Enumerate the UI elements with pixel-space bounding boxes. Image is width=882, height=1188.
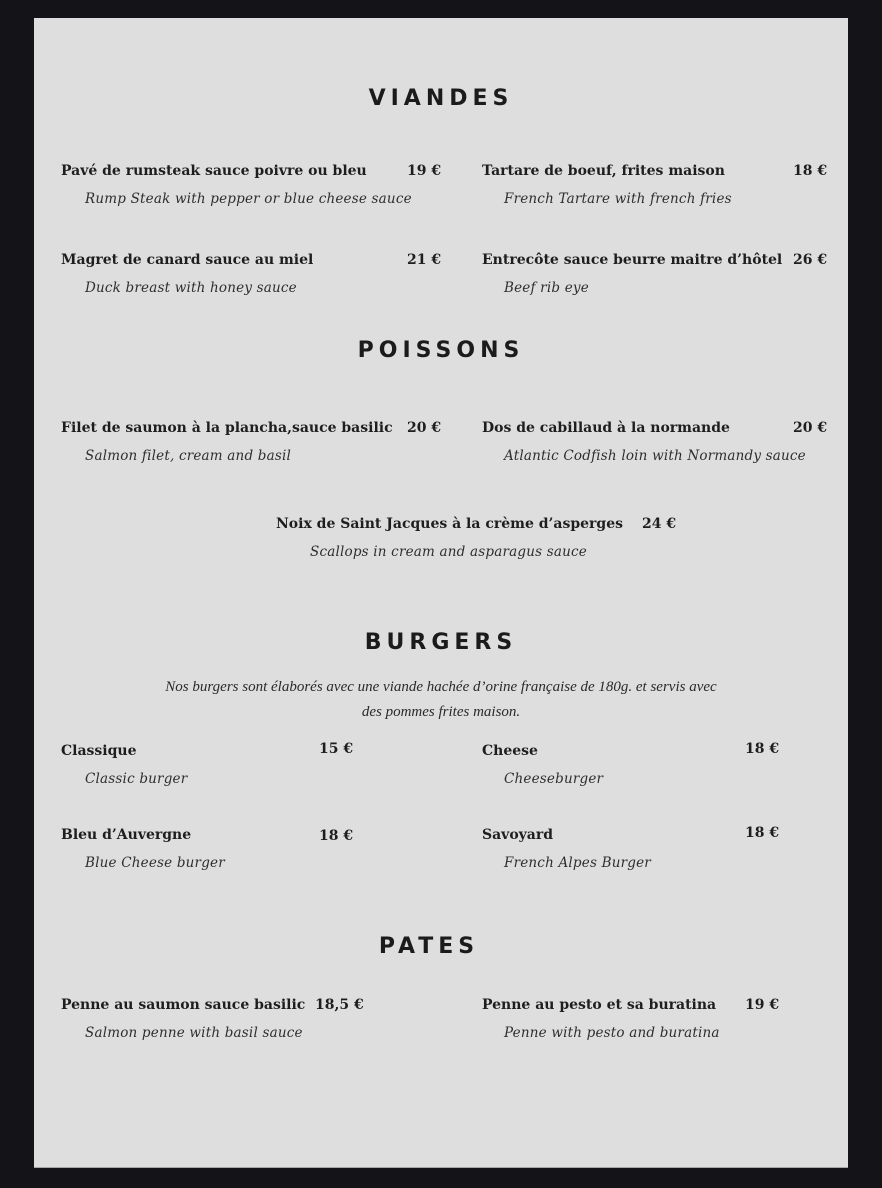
burgers-intro-line-2: des pommes frites maison. xyxy=(361,704,521,720)
dish-description: French Alpes Burger xyxy=(504,855,651,871)
section-title-poissons: POISSONS xyxy=(357,338,525,363)
dish-description: Classic burger xyxy=(85,771,188,787)
dish-price: 15 € xyxy=(319,741,354,757)
dish-price: 18 € xyxy=(745,741,780,757)
dish-price: 19 € xyxy=(745,997,780,1013)
dish-price: 18 € xyxy=(319,828,354,844)
dish-price: 26 € xyxy=(793,252,828,268)
burgers-intro xyxy=(114,675,768,725)
dish-name: Filet de saumon à la plancha,sauce basilic xyxy=(61,420,393,436)
dish-price: 21 € xyxy=(407,252,442,268)
section-title-pates: PATES xyxy=(378,934,480,959)
dish-price: 20 € xyxy=(407,420,442,436)
dish-name: Cheese xyxy=(482,743,538,759)
dish-description: Blue Cheese burger xyxy=(85,855,225,871)
section-title-viandes: VIANDES xyxy=(368,86,514,111)
dish-price: 19 € xyxy=(407,163,442,179)
dish-name: Tartare de boeuf, frites maison xyxy=(482,163,725,179)
dish-price: 20 € xyxy=(793,420,828,436)
dish-name: Classique xyxy=(61,743,137,759)
dish-name: Bleu d’Auvergne xyxy=(61,827,192,843)
dish-description: Rump Steak with pepper or blue cheese sauce xyxy=(85,191,412,207)
dish-description: French Tartare with french fries xyxy=(504,191,732,207)
burgers-intro-line-1: Nos burgers sont élaborés avec une viande hachée d’orine française de 180g. et servis avec xyxy=(165,679,717,695)
dish-description: Penne with pesto and buratina xyxy=(504,1025,720,1041)
dish-name: Penne au saumon sauce basilic xyxy=(61,997,306,1013)
dish-description: Scallops in cream and asparagus sauce xyxy=(310,544,587,560)
dish-name: Penne au pesto et sa buratina xyxy=(482,997,717,1013)
dish-name: Dos de cabillaud à la normande xyxy=(482,420,730,436)
dish-description: Salmon penne with basil sauce xyxy=(85,1025,303,1041)
dish-description: Beef rib eye xyxy=(504,280,589,296)
dish-price: 18 € xyxy=(793,163,828,179)
menu-page xyxy=(34,18,848,1168)
dish-name: Entrecôte sauce beurre maitre d’hôtel xyxy=(482,252,783,268)
dish-description: Duck breast with honey sauce xyxy=(85,280,297,296)
dish-price: 18 € xyxy=(745,825,780,841)
dish-name: Noix de Saint Jacques à la crème d’asperges xyxy=(276,516,623,532)
dish-description: Cheeseburger xyxy=(504,771,604,787)
dish-description: Atlantic Codfish loin with Normandy sauce xyxy=(504,448,806,464)
dish-price: 24 € xyxy=(642,516,677,532)
section-title-burgers: BURGERS xyxy=(364,630,518,655)
dish-price: 18,5 € xyxy=(315,997,364,1013)
dish-name: Savoyard xyxy=(482,827,554,843)
dish-name: Magret de canard sauce au miel xyxy=(61,252,314,268)
dish-description: Salmon filet, cream and basil xyxy=(85,448,292,464)
dish-name: Pavé de rumsteak sauce poivre ou bleu xyxy=(61,163,367,179)
